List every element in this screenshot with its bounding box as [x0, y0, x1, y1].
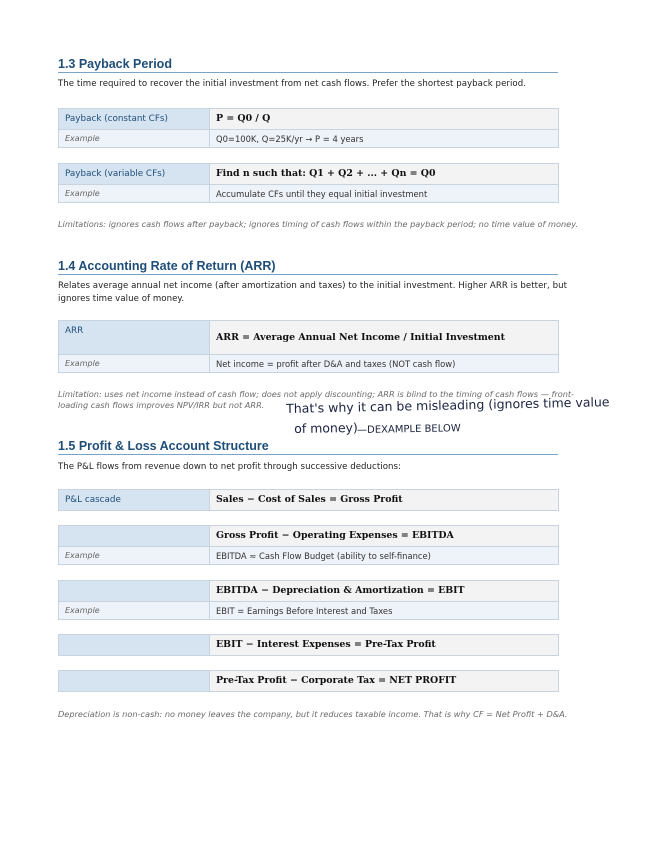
pl-pretax-table — [58, 634, 559, 656]
formula: Gross Profit − Operating Expenses = EBITDA — [210, 526, 559, 547]
example-value: EBITDA ≈ Cash Flow Budget (ability to self-finance) — [210, 547, 559, 565]
formula-label-empty — [59, 526, 210, 547]
example-label: Example — [59, 130, 210, 148]
formula: Find n such that: Q1 + Q2 + ... + Qn = Q0 — [210, 164, 559, 185]
pl-ebit-table — [58, 580, 559, 620]
example-label: Example — [59, 547, 210, 565]
formula-label: Payback (variable CFs) — [59, 164, 210, 185]
example-value: Accumulate CFs until they equal initial investment — [210, 185, 559, 203]
arr-intro: Relates average annual net income (after amortization and taxes) to the initial investment. Higher ARR is better, but ignores time value of money. — [58, 281, 568, 304]
example-label: Example — [59, 185, 210, 203]
formula: EBIT − Interest Expenses = Pre-Tax Profit — [210, 635, 559, 656]
section-heading-pl: 1.5 Profit & Loss Account Structure — [58, 439, 558, 455]
formula-label: P&L cascade — [59, 490, 210, 511]
example-value: EBIT = Earnings Before Interest and Taxes — [210, 602, 559, 620]
example-value: Net income = profit after D&A and taxes (NOT cash flow) — [210, 355, 559, 373]
section-heading-payback: 1.3 Payback Period — [58, 57, 558, 73]
pl-cascade-table — [58, 489, 559, 511]
pl-footnote: Depreciation is non-cash: no money leaves the company, but it reduces taxable income. That is why CF = Net Profit + D&A. — [58, 709, 568, 719]
example-value: Q0=100K, Q=25K/yr → P = 4 years — [210, 130, 559, 148]
section-heading-arr: 1.4 Accounting Rate of Return (ARR) — [58, 259, 558, 275]
pl-ebitda-table — [58, 525, 559, 565]
formula: EBITDA − Depreciation & Amortization = EBIT — [210, 581, 559, 602]
formula-label: ARR — [59, 321, 210, 355]
handwritten-arrow-note: —DEXAMPLE BELOW — [357, 423, 461, 436]
handwritten-note-line2: of money) — [294, 419, 358, 436]
example-label: Example — [59, 355, 210, 373]
formula: Pre-Tax Profit − Corporate Tax = NET PROFIT — [210, 671, 559, 692]
formula: ARR = Average Annual Net Income / Initial Investment — [210, 321, 559, 355]
arr-limitation: Limitation: uses net income instead of cash flow; does not apply discounting; ARR is blind to the timing of cash flows — front-loading cash flows improves NPV/IRR but not ARR. — [58, 389, 575, 410]
formula: P = Q0 / Q — [210, 109, 559, 130]
formula-label-empty — [59, 635, 210, 656]
pl-netprofit-table — [58, 670, 559, 692]
formula: Sales − Cost of Sales = Gross Profit — [210, 490, 559, 511]
payback-limitations: Limitations: ignores cash flows after payback; ignores timing of cash flows within the payback period; no time value of money. — [58, 219, 579, 229]
handwritten-note-line1: That's why it can be misleading (ignores time value — [286, 394, 610, 416]
payback-intro: The time required to recover the initial investment from net cash flows. Prefer the shortest payback period. — [58, 79, 527, 89]
payback-constant-table — [58, 108, 559, 148]
payback-variable-table — [58, 163, 559, 203]
formula-label-empty — [59, 671, 210, 692]
pl-intro: The P&L flows from revenue down to net profit through successive deductions: — [58, 462, 401, 472]
arr-table — [58, 320, 559, 373]
formula-label-empty — [59, 581, 210, 602]
example-label: Example — [59, 602, 210, 620]
formula-label: Payback (constant CFs) — [59, 109, 210, 130]
